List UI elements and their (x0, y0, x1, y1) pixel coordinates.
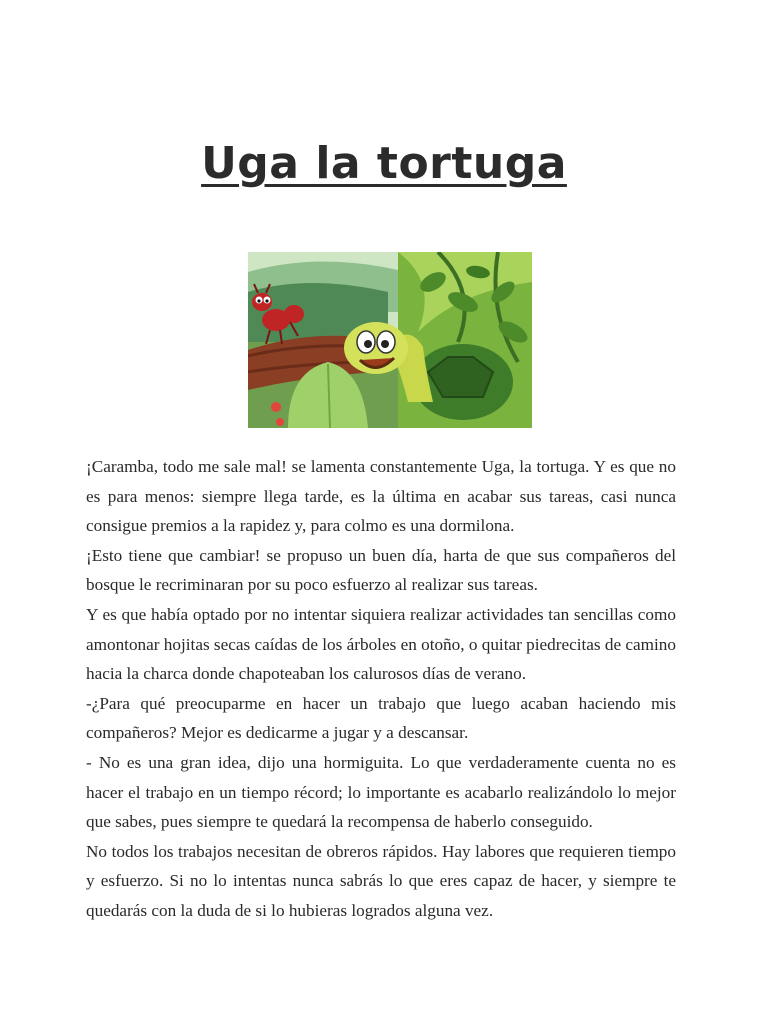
story-paragraph: - No es una gran idea, dijo una hormiguita. Lo que verdaderamente cuenta no es hacer el trabajo en un tiempo récord; lo importante es acabarlo realizándolo lo mejor que sabes, pues siempre te quedará la recompensa de haberlo conseguido. (86, 752, 676, 832)
story-paragraph: Y es que había optado por no intentar siquiera realizar actividades tan sencillas como amontonar hojitas secas caídas de los árboles en otoño, o quitar piedrecitas de camino hacia la charca donde chapoteaban los calurosos días de verano. (86, 604, 676, 684)
story-paragraph: No todos los trabajos necesitan de obreros rápidos. Hay labores que requieren tiempo y esfuerzo. Si no lo intentas nunca sabrás lo que eres capaz de hacer, y siempre te quedarás con la duda de si lo hubieras logrados alguna vez. (86, 841, 676, 920)
story-paragraph: ¡Caramba, todo me sale mal! se lamenta constantemente Uga, la tortuga. Y es que no es para menos: siempre llega tarde, es la última en acabar sus tareas, casi nunca consigue premios a la rapidez y, para colmo es una dormilona. (86, 457, 676, 536)
story-text (86, 452, 676, 926)
story-paragraph: ¡Esto tiene que cambiar! se propuso un buen día, harta de que sus compañeros del bosque le recriminaran por su poco esfuerzo al realizar sus tareas. (86, 545, 676, 595)
story-paragraph: -¿Para qué preocuparme en hacer un trabajo que luego acaban haciendo mis compañeros? Mejor es dedicarme a jugar y a descansar. (86, 693, 676, 743)
turtle-and-ant-illustration (248, 252, 532, 428)
document-title: Uga la tortuga (201, 138, 567, 189)
